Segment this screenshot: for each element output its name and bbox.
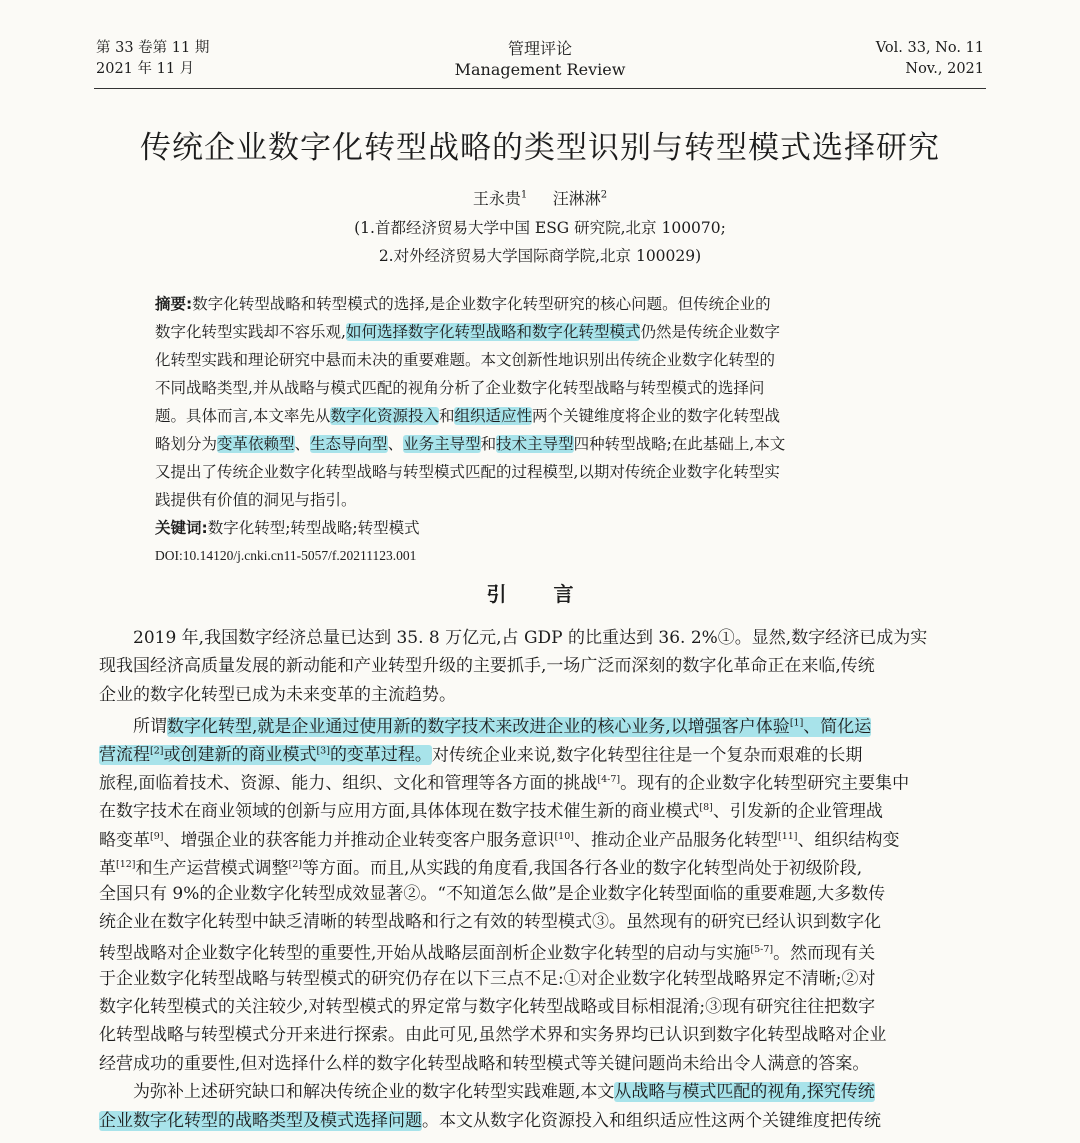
- journal-name-en: Management Review: [454, 60, 626, 79]
- highlight-text: 、简化运: [803, 716, 872, 737]
- body-text: [99, 624, 983, 1135]
- highlight: 数字化资源投入: [330, 407, 439, 425]
- body-line: 经营成功的重要性,但对选择什么样的数字化转型战略和转型模式等关键问题尚未给出令人满意的答案。: [99, 1053, 870, 1074]
- body-text-span: 。本文从数字化资源投入和组织适应性这两个关键维度把传统: [422, 1110, 881, 1131]
- affiliation-1: (1.首都经济贸易大学中国 ESG 研究院,北京 100070;: [354, 219, 726, 237]
- section-title: 引 言: [486, 582, 594, 606]
- author-name: 王永贵: [472, 189, 521, 208]
- highlight-text: 的变革过程。: [329, 745, 432, 766]
- body-text-span: 旅程,面临着技术、资源、能力、组织、文化和管理等各方面的挑战: [99, 773, 598, 794]
- volume-en: Vol. 33, No. 11: [875, 40, 984, 56]
- abstract-text: 数字化转型战略和转型模式的选择,是企业数字化转型研究的核心问题。但传统企业的: [192, 295, 771, 313]
- highlight: 生态导向型: [310, 435, 388, 453]
- highlight: 如何选择数字化转型战略和数字化转型模式: [345, 323, 641, 341]
- journal-header: [96, 38, 984, 88]
- highlight: 企业数字化转型的战略类型及模式选择问题: [99, 1110, 422, 1131]
- abstract-text: 和: [438, 407, 455, 425]
- body-line: 2019 年,我国数字经济总量已达到 35. 8 万亿元,占 GDP 的比重达到 36. 2%①。显然,数字经济已成为实: [133, 628, 928, 648]
- abstract-text: 仍然是传统企业数字: [640, 323, 780, 341]
- body-text-span: 、增强企业的获客能力并推动企业转变客户服务意识: [163, 830, 555, 851]
- affiliation-2: 2.对外经济贸易大学国际商学院,北京 100029): [378, 247, 702, 265]
- body-line: 数字化转型模式的关注较少,对转型模式的界定常与数字化转型战略或目标相混淆;③现有研究往往把数字: [99, 997, 876, 1018]
- highlight: [167, 717, 871, 737]
- body-line: 全国只有 9%的企业数字化转型成效显著②。“不知道怎么做”是企业数字化转型面临的重要难题,大多数传: [99, 883, 886, 904]
- citation: [10]: [554, 830, 574, 842]
- abstract-text: 不同战略类型,并从战略与模式匹配的视角分析了企业数字化转型战略与转型模式的选择问: [155, 379, 765, 397]
- abstract-text: 两个关键维度将企业的数字化转型战: [531, 407, 780, 425]
- highlight: 变革依赖型: [217, 435, 295, 453]
- header-center: [96, 38, 984, 80]
- abstract: [155, 290, 925, 542]
- keywords-value: 数字化转型;转型战略;转型模式: [207, 519, 420, 537]
- highlight: 组织适应性: [454, 407, 532, 425]
- body-text-span: 为弥补上述研究缺口和解决传统企业的数字化转型实践难题,本文: [133, 1082, 615, 1103]
- date-cn: 2021 年 11 月: [96, 61, 195, 77]
- body-text-span: 、组织结构变: [797, 830, 900, 851]
- citation: [1]: [789, 717, 804, 729]
- citation: [12]: [116, 859, 136, 871]
- body-line: 化转型战略与转型模式分开来进行探索。由此可见,虽然学术界和实务界均已认识到数字化转型战略对企业: [99, 1025, 887, 1046]
- highlight: 业务主导型: [403, 435, 481, 453]
- highlight-text: 数字化转型,就是企业通过使用新的数字技术来改进企业的核心业务,以增强客户体验: [167, 716, 790, 737]
- citation: [11]: [777, 830, 798, 842]
- abstract-label: 摘要:: [155, 295, 193, 313]
- body-line: 统企业在数字化转型中缺乏清晰的转型战略和行之有效的转型模式③。虽然现有的研究已经认识到数字化: [99, 911, 881, 932]
- abstract-text: 略划分为: [155, 435, 218, 453]
- citation: [9]: [150, 830, 164, 842]
- body-text-span: 。现有的企业数字化转型研究主要集中: [620, 773, 910, 794]
- date-en: Nov., 2021: [905, 61, 984, 77]
- highlight: 从战略与模式匹配的视角,探究传统: [614, 1082, 875, 1103]
- body-text-span: 。然而现有关: [773, 943, 876, 964]
- header-rule: [94, 88, 986, 89]
- volume-cn: 第 33 卷第 11 期: [96, 40, 210, 56]
- body-text-span: 革: [99, 858, 116, 879]
- keywords-label: 关键词:: [155, 519, 208, 537]
- citation: [2]: [288, 859, 302, 871]
- citation: [8]: [699, 802, 713, 814]
- author-line: [0, 186, 1080, 209]
- header-right: [876, 38, 984, 80]
- abstract-text: 、: [387, 435, 404, 453]
- doi: DOI:10.14120/j.cnki.cn11-5057/f.20211123.001: [155, 548, 417, 563]
- highlight-text: 或创建新的商业模式: [163, 745, 317, 766]
- abstract-text: 、: [294, 435, 311, 453]
- body-text-span: 、引发新的企业管理战: [712, 802, 883, 822]
- citation: [2]: [150, 745, 164, 757]
- citation: [4-7]: [597, 773, 621, 785]
- body-text-span: 所谓: [133, 716, 167, 737]
- author-affil-mark: 2: [600, 189, 608, 201]
- citation: [3]: [316, 745, 330, 757]
- body-line: 企业的数字化转型已成为未来变革的主流趋势。: [99, 684, 456, 705]
- body-text-span: 略变革: [99, 830, 150, 851]
- highlight-text: 营流程: [99, 745, 150, 766]
- abstract-text: 和: [480, 435, 497, 453]
- body-text-span: 转型战略对企业数字化转型的重要性,开始从战略层面剖析企业数字化转型的启动与实施: [99, 943, 751, 964]
- body-text-span: 和生产运营模式调整: [135, 858, 289, 879]
- body-line: 于企业数字化转型战略与转型模式的研究仍存在以下三点不足:①对企业数字化转型战略界定不清晰;②对: [99, 968, 876, 989]
- citation: [5-7]: [750, 944, 774, 956]
- highlight: 技术主导型: [496, 435, 574, 453]
- body-text-span: 等方面。而且,从实践的角度看,我国各行各业的数字化转型尚处于初级阶段,: [301, 858, 863, 879]
- author-name: 汪淋淋: [552, 189, 601, 208]
- abstract-text: 四种转型战略;在此基础上,本文: [573, 435, 786, 453]
- author-affil-mark: 1: [520, 189, 528, 201]
- abstract-text: 数字化转型实践却不容乐观,: [155, 323, 346, 341]
- abstract-text: 化转型实践和理论研究中悬而未决的重要难题。本文创新性地识别出传统企业数字化转型的: [155, 351, 776, 369]
- abstract-text: 题。具体而言,本文率先从: [155, 407, 331, 425]
- body-text-span: 对传统企业来说,数字化转型往往是一个复杂而艰难的长期: [431, 745, 863, 766]
- body-text-span: 在数字技术在商业领域的创新与应用方面,具体体现在数字技术催生新的商业模式: [99, 802, 700, 822]
- highlight: [99, 745, 432, 765]
- abstract-text: 践提供有价值的洞见与指引。: [155, 491, 357, 509]
- paper-title: 传统企业数字化转型战略的类型识别与转型模式选择研究: [140, 130, 940, 166]
- body-line: 现我国经济高质量发展的新动能和产业转型升级的主要抓手,一场广泛而深刻的数字化革命正在来临,传统: [99, 656, 875, 677]
- body-text-span: 、推动企业产品服务化转型: [573, 830, 778, 851]
- abstract-text: 又提出了传统企业数字化转型战略与转型模式匹配的过程模型,以期对传统企业数字化转型实: [155, 463, 780, 481]
- journal-name-cn: 管理评论: [507, 39, 572, 58]
